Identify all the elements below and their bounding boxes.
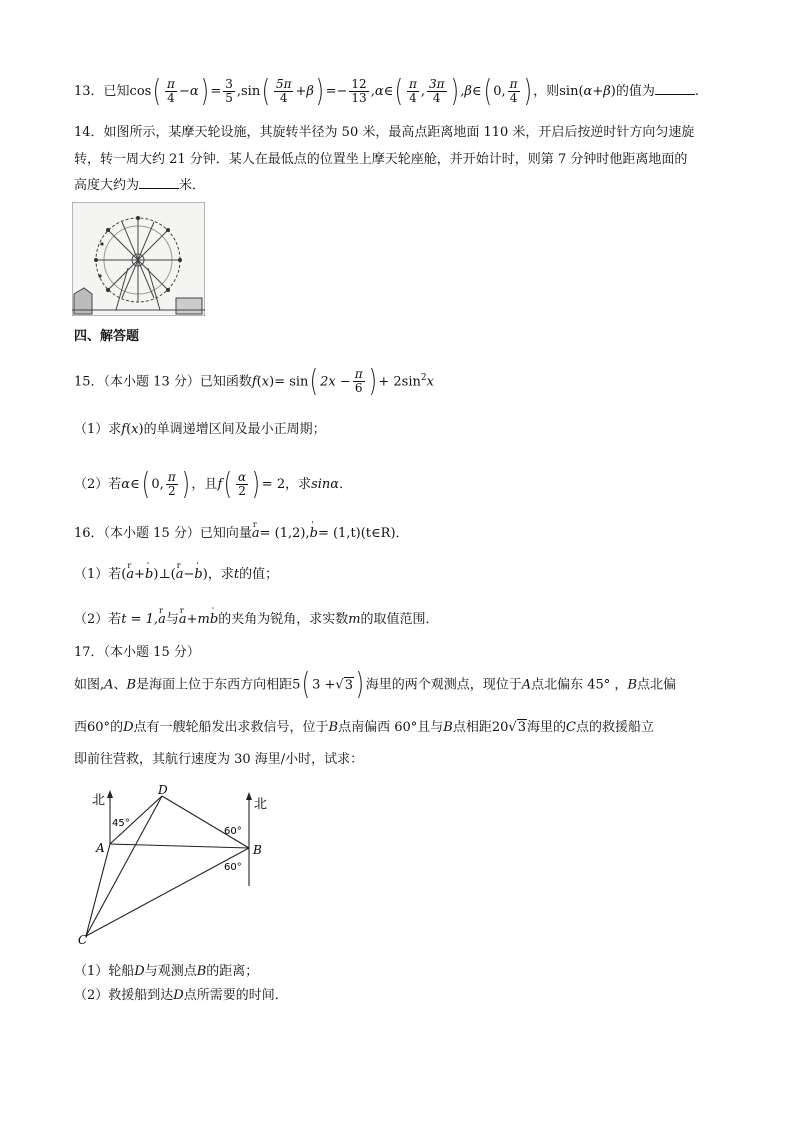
vector-a: r a	[126, 565, 134, 585]
q17-head: 17．（本小题 15 分）	[74, 645, 200, 660]
text: 与观测点	[144, 964, 197, 979]
paren: )	[315, 73, 324, 109]
q16-part1: （1）若(r a+' b)⊥(r a−' b)，求t的值；	[74, 565, 278, 585]
text: 点北偏东 45° ，	[531, 677, 628, 693]
text: ,β∈	[460, 84, 482, 99]
arrow-head-a	[107, 790, 113, 798]
text: 16．（本小题 15 分）已知向量	[74, 526, 252, 541]
text: 与	[165, 612, 179, 627]
text: B	[627, 677, 637, 693]
text: + 2sin	[378, 374, 421, 390]
text: x	[261, 374, 270, 390]
q15-part1: （1）求f(x)的单调递增区间及最小正周期；	[74, 422, 326, 437]
frac-num: 3	[225, 77, 233, 91]
angle-60-bottom-label: 60°	[224, 862, 242, 873]
text: （2）若	[74, 477, 122, 492]
text: D	[173, 988, 184, 1003]
text: +	[134, 567, 146, 582]
text: 20	[491, 720, 509, 735]
paren: (	[153, 73, 162, 109]
text: t = 1,	[121, 612, 159, 627]
q14-line1: 14．如图所示，某摩天轮设施，其旋转半径为 50 米，最高点距离地面 110 米，开启后按逆时针方向匀速旋	[74, 125, 695, 140]
text: 高度大约为	[74, 178, 140, 193]
text: 、	[113, 677, 127, 693]
text: +β	[295, 84, 314, 99]
angle-60-top-label: 60°	[224, 826, 242, 837]
paren: (	[224, 466, 233, 502]
q14-line2: 转，转一周大约 21 分钟．某人在最低点的位置坐上摩天轮座舱，并开始计时，则第 7 分钟时他距离地面的	[74, 152, 688, 167]
text: ,	[236, 84, 242, 99]
text: （1）轮船	[74, 964, 135, 979]
frac-num: 12	[351, 77, 367, 91]
answer-blank[interactable]	[655, 82, 695, 95]
north-label-right: 北	[254, 797, 268, 812]
text: 的夹角为锐角，求实数	[218, 612, 349, 627]
fraction	[274, 78, 294, 105]
text: ，求	[207, 567, 234, 582]
segment-ca	[86, 844, 110, 936]
frac-den: 13	[351, 91, 367, 105]
text: ⊥	[158, 567, 171, 582]
frac-num: π	[509, 77, 518, 91]
text: 点相距	[452, 720, 492, 735]
section-heading: 四、解答题	[74, 329, 140, 344]
fraction	[223, 78, 235, 105]
point-c-label: C	[78, 933, 88, 944]
text: 点北偏	[637, 677, 677, 693]
vector-a: r a	[176, 565, 184, 585]
fraction	[236, 471, 248, 498]
text: 点南偏西 60°且与	[338, 720, 444, 735]
text: +	[186, 612, 198, 627]
paren: )	[523, 73, 532, 109]
arrow-head-b	[246, 792, 252, 800]
frac-num: π	[167, 470, 176, 484]
frac-num: 5π	[275, 77, 292, 91]
text: t	[233, 567, 240, 582]
paren: )	[368, 363, 377, 399]
text: 3 +	[312, 677, 336, 693]
text: ．	[339, 477, 353, 492]
text: 西	[74, 720, 88, 735]
vector-b: ' b	[310, 524, 318, 544]
text: 的值；	[239, 567, 279, 582]
text: x	[426, 374, 434, 390]
text: B	[126, 677, 137, 693]
fraction	[427, 78, 447, 105]
sqrt: 3	[517, 720, 526, 735]
fraction	[166, 471, 178, 498]
q17-part2	[74, 986, 288, 1006]
text: 的距离；	[206, 964, 259, 979]
text: 米．	[179, 178, 206, 193]
paren: (	[302, 667, 311, 702]
fraction	[508, 78, 520, 105]
text: D	[123, 720, 134, 735]
text: 点有一艘轮船发出求救信号，位于	[133, 720, 329, 735]
text: 海里的两个观测点，现位于	[365, 677, 522, 693]
text: B	[328, 720, 339, 735]
ferris-wheel-image	[72, 202, 205, 316]
text: 2x −	[320, 374, 351, 390]
paren: (	[394, 73, 404, 109]
text: ，则	[533, 84, 560, 99]
text: f	[251, 374, 257, 390]
fraction	[353, 368, 365, 395]
text: −	[183, 567, 195, 582]
text: ．	[395, 526, 409, 541]
q15-line: 15．（本小题 13 分）已知函数f(x)= sin( 2x − $\frac{\pi}{6}$ ) + $2\sin^2x$	[74, 363, 434, 399]
frac-num: π	[167, 77, 175, 91]
frac-num: 3π	[428, 77, 445, 91]
q15-part2	[74, 466, 353, 502]
text: m	[348, 612, 361, 627]
text: = (1,2),	[259, 526, 310, 541]
text: D	[134, 964, 145, 979]
text: α∈	[121, 477, 140, 492]
frac-den: 5	[225, 91, 233, 105]
angle-45-label: 45°	[112, 818, 130, 829]
answer-blank[interactable]	[139, 176, 179, 189]
text: sinα	[311, 477, 340, 492]
paren: (	[310, 363, 319, 399]
text: = (1,t)(t∈R)	[317, 526, 396, 541]
text: α+β	[583, 84, 611, 99]
text: （2）若	[74, 612, 122, 627]
text: f	[121, 422, 127, 437]
text: x	[131, 422, 139, 437]
paren: (	[141, 466, 150, 502]
q13-line: 13．已知cos( $\frac{\pi}{4}$ −α) = $\frac{3}{5}$ ,sin( $\frac{5\pi}{4}$ +β) =− $\frac{12}{13}$ ,α∈( $\frac{\pi}{4}$ , $\frac{3\pi}{4}$ ) ,β∈( 0, $\frac{\pi}{4}$ ) ，则sin(α+β)的值为 .	[74, 73, 699, 109]
vector-b: ' b	[145, 565, 153, 585]
text: 的	[110, 720, 124, 735]
text: 点所需要的时间．	[183, 988, 288, 1003]
text: B	[443, 720, 453, 735]
text: B	[196, 964, 207, 979]
text: sin	[559, 84, 579, 99]
q13-number: 13．已知	[74, 84, 130, 99]
text: =−	[325, 84, 348, 99]
text: ,α∈	[370, 84, 394, 99]
vector-a: r a	[158, 610, 166, 630]
text: 的取值范围．	[360, 612, 439, 627]
vector-b: ' b	[194, 565, 202, 585]
north-label-left: 北	[92, 793, 106, 808]
segment-db	[162, 796, 249, 848]
text: 点的救援船立	[575, 720, 654, 735]
q16-line	[74, 524, 409, 544]
geometry-figure	[74, 782, 284, 944]
frac-den: 4	[167, 91, 175, 105]
paren: )	[200, 73, 209, 109]
paren: )	[355, 667, 364, 702]
paren: (	[483, 73, 492, 109]
vector-a: r a	[179, 610, 187, 630]
text: −α	[178, 84, 199, 99]
paren: )	[450, 73, 459, 109]
text: （1）求	[74, 422, 122, 437]
paren: )	[181, 466, 190, 502]
paren: )	[251, 466, 261, 502]
frac-num: π	[354, 367, 363, 382]
q17-line1: 如图,A、B是海面上位于东西方向相距5( 3 +√3) 海里的两个观测点，现位于A点北偏东 45° ，B点北偏	[74, 667, 677, 702]
sqrt: 3	[344, 677, 353, 693]
text: m	[197, 612, 210, 627]
text: 5	[292, 677, 301, 693]
text: 如图,	[74, 677, 105, 693]
frac-den: 4	[279, 91, 288, 105]
paren: (	[261, 73, 271, 109]
text: = 2，求	[261, 477, 312, 492]
text: （1）若	[74, 567, 122, 582]
text: 0,	[493, 84, 506, 99]
text: 15．（本小题 13 分）已知函数	[74, 374, 252, 390]
text: =	[210, 84, 222, 99]
text: = sin	[274, 374, 309, 390]
text: A	[521, 677, 532, 693]
fraction	[349, 78, 368, 105]
frac-num: π	[408, 77, 417, 91]
q14-line3	[74, 176, 205, 196]
q17-line2: 西60°的D点有一艘轮船发出求救信号，位于B点南偏西 60°且与B点相距20√3海里的C点的救援船立	[74, 720, 654, 735]
fraction	[165, 78, 177, 105]
vector-a: r a	[252, 524, 260, 544]
text: A	[104, 677, 114, 693]
point-d-label: D	[158, 783, 168, 797]
text: 的单调递增区间及最小正周期；	[143, 422, 326, 437]
text: （2）救援船到达	[74, 988, 174, 1003]
sin-fn: sin	[241, 84, 261, 99]
text: 海里的	[526, 720, 566, 735]
cos-fn: cos	[129, 84, 152, 99]
text: 的值为	[615, 84, 655, 99]
text: 60°	[87, 720, 111, 735]
frac-den: 4	[509, 91, 518, 105]
frac-num: α	[237, 470, 247, 484]
frac-den: 2	[167, 484, 176, 498]
fraction	[407, 78, 419, 105]
frac-den: 4	[409, 91, 417, 105]
point-a-label: A	[96, 841, 105, 855]
superscript: 2	[420, 373, 427, 383]
text: .	[694, 84, 699, 99]
frac-den: 2	[238, 484, 246, 498]
frac-den: 6	[354, 381, 363, 396]
text: 是海面上位于东西方向相距	[136, 677, 293, 693]
q17-line3: 即前往营救，其航行速度为 30 海里/小时，试求：	[74, 752, 364, 767]
segment-ab	[110, 844, 249, 848]
text: f	[217, 477, 223, 492]
text: ，且	[191, 477, 218, 492]
vector-b: ' b	[210, 610, 218, 630]
q16-part2	[74, 610, 439, 630]
text: 0,	[151, 477, 164, 492]
frac-den: 4	[432, 91, 441, 105]
q17-part1	[74, 962, 258, 982]
point-b-label: B	[253, 843, 262, 857]
text: C	[566, 720, 576, 735]
